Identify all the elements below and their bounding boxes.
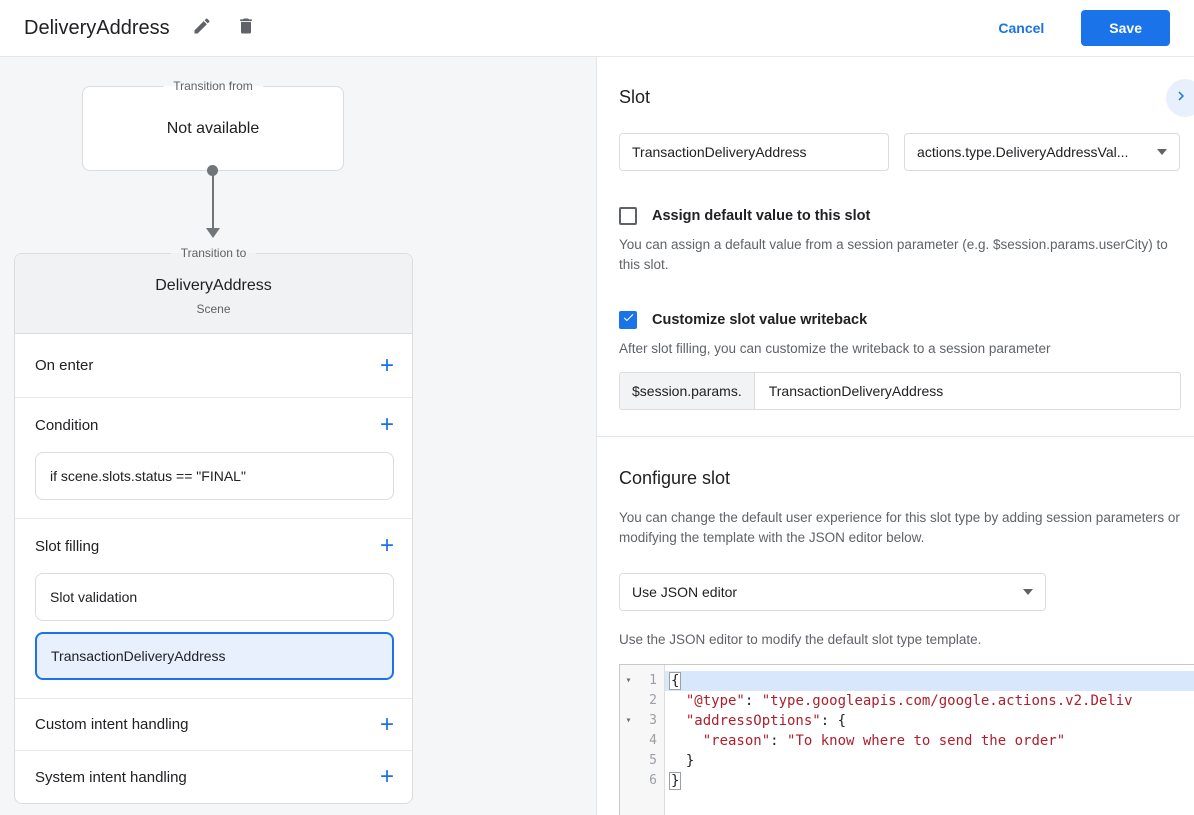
transition-from-box: [82, 79, 344, 171]
slot-detail-panel: [596, 57, 1194, 815]
code-string-token: "addressOptions": [685, 713, 821, 729]
chevron-right-icon: [1172, 87, 1190, 110]
code-line[interactable]: [665, 771, 1194, 791]
condition-item[interactable]: if scene.slots.status == "FINAL": [35, 452, 394, 500]
pencil-icon: [192, 16, 212, 41]
editor-mode-value: Use JSON editor: [632, 584, 738, 600]
dropdown-caret-icon: [1023, 589, 1033, 595]
code-token: }: [671, 773, 680, 789]
editor-code[interactable]: [665, 665, 1194, 815]
fold-arrow-icon[interactable]: ▾: [625, 675, 632, 686]
configure-slot-description: You can change the default user experience for this slot type by adding session parameters or modifying the template with the JSON editor below.: [619, 510, 1180, 545]
code-token: [669, 693, 686, 709]
code-token: :: [744, 693, 762, 709]
code-line[interactable]: [665, 751, 1194, 771]
page-title: DeliveryAddress: [24, 16, 170, 39]
slot-filling-label: Slot filling: [35, 537, 100, 555]
slot-name-input[interactable]: TransactionDeliveryAddress: [619, 133, 889, 171]
code-line[interactable]: [665, 671, 1194, 691]
slot-section-title: Slot: [619, 87, 651, 107]
section-divider: [597, 436, 1194, 437]
slot-filling-section: [15, 519, 412, 699]
editor-mode-select[interactable]: [619, 573, 1046, 611]
add-slot-button[interactable]: +: [379, 532, 394, 559]
code-line[interactable]: [665, 711, 1194, 731]
editor-gutter: [620, 665, 665, 815]
transition-to-legend: Transition to: [171, 246, 257, 260]
dropdown-caret-icon: [1157, 149, 1167, 155]
writeback-param-input[interactable]: TransactionDeliveryAddress: [768, 383, 944, 399]
delete-scene-button[interactable]: [234, 16, 258, 40]
condition-section: [15, 398, 412, 519]
line-number: 4: [649, 733, 657, 748]
add-on-enter-button[interactable]: +: [379, 351, 394, 379]
editor-hint: Use the JSON editor to modify the default slot type template.: [619, 632, 982, 647]
code-string-token: "To know where to send the order": [787, 733, 1066, 749]
system-intent-label: System intent handling: [35, 768, 187, 786]
code-line[interactable]: [665, 691, 1194, 711]
top-bar: [0, 0, 1194, 57]
scene-name: DeliveryAddress: [155, 277, 272, 294]
custom-intent-label: Custom intent handling: [35, 716, 189, 733]
add-custom-intent-button[interactable]: +: [379, 710, 394, 738]
custom-intent-row[interactable]: [15, 699, 412, 751]
add-system-intent-button[interactable]: +: [379, 763, 394, 790]
code-token: : {: [820, 713, 847, 729]
checkmark-icon: [622, 311, 635, 329]
cancel-button[interactable]: Cancel: [998, 20, 1045, 36]
code-line[interactable]: [665, 731, 1194, 751]
scene-diagram-panel: [0, 57, 596, 815]
code-token: :: [770, 733, 788, 749]
line-number: 2: [649, 693, 657, 708]
scene-type-label: Scene: [196, 302, 231, 316]
transition-from-content: Not available: [166, 119, 260, 137]
writeback-description: After slot filling, you can customize the writeback to a session parameter: [619, 341, 1051, 356]
main-content: [0, 57, 1194, 815]
line-number: 3: [649, 713, 657, 728]
assign-default-label: Assign default value to this slot: [652, 208, 871, 224]
line-number: 6: [649, 773, 657, 788]
code-token: {: [671, 673, 680, 689]
transition-from-legend: Transition from: [163, 79, 263, 93]
session-params-prefix: $session.params.: [620, 373, 755, 409]
code-string-token: "@type": [685, 693, 745, 709]
assign-default-checkbox[interactable]: [619, 207, 637, 225]
connector-line: [212, 170, 214, 229]
save-button[interactable]: Save: [1081, 10, 1170, 46]
writeback-checkbox[interactable]: [619, 311, 637, 329]
code-string-token: "type.googleapis.com/google.actions.v2.Deliv: [761, 693, 1133, 709]
code-token: [669, 733, 703, 749]
fold-arrow-icon[interactable]: ▾: [625, 715, 632, 726]
writeback-param-group: [619, 372, 1181, 410]
transition-to-card: [14, 246, 413, 804]
on-enter-label: On enter: [35, 357, 94, 374]
slot-item[interactable]: Slot validation: [35, 573, 394, 621]
trash-icon: [236, 16, 256, 41]
line-number: 1: [649, 673, 657, 688]
collapse-panel-button[interactable]: [1166, 79, 1194, 117]
connector-arrowhead-icon: [206, 228, 220, 238]
writeback-label: Customize slot value writeback: [652, 312, 868, 328]
condition-label: Condition: [35, 416, 99, 434]
json-editor[interactable]: [619, 664, 1194, 815]
system-intent-row[interactable]: [15, 751, 412, 803]
assign-default-description: You can assign a default value from a session parameter (e.g. $session.params.userCity) to this slot.: [619, 237, 1168, 272]
slot-type-value: actions.type.DeliveryAddressVal...: [917, 144, 1129, 160]
slot-type-select[interactable]: [904, 133, 1180, 171]
add-condition-button[interactable]: +: [379, 411, 394, 438]
on-enter-row[interactable]: [15, 334, 412, 398]
code-token: }: [669, 753, 695, 769]
scene-card-header: [15, 254, 412, 334]
slot-item-selected[interactable]: TransactionDeliveryAddress: [35, 632, 394, 680]
edit-title-button[interactable]: [190, 16, 214, 40]
configure-slot-title: Configure slot: [619, 468, 731, 488]
line-number: 5: [649, 753, 657, 768]
code-token: [669, 713, 686, 729]
code-string-token: "reason": [702, 733, 771, 749]
